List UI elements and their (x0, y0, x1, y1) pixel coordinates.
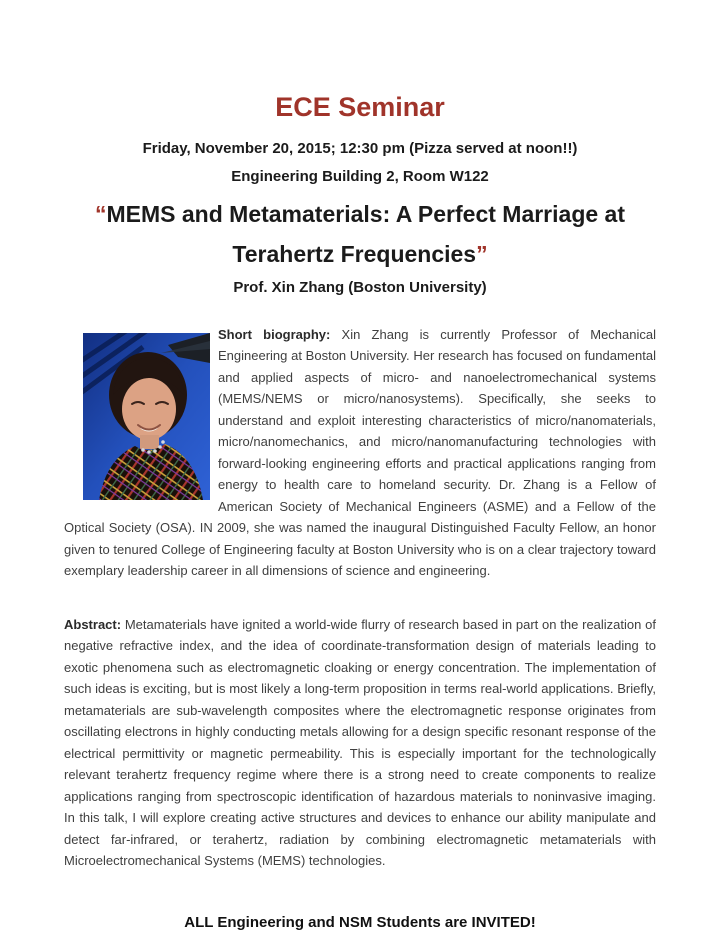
page-title: ECE Seminar (275, 92, 445, 122)
invitation-line: ALL Engineering and NSM Students are INVITED! (184, 913, 536, 931)
biography-label: Short biography: (218, 326, 331, 342)
talk-title-line1 (64, 194, 656, 234)
speaker-line: Prof. Xin Zhang (Boston University) (233, 279, 487, 297)
photo-neck (140, 435, 159, 449)
open-quote: “ (94, 201, 107, 228)
talk-title-text2: Terahertz Frequencies (232, 241, 477, 268)
location-line: Engineering Building 2, Room W122 (231, 167, 489, 185)
abstract-label: Abstract: (64, 616, 122, 632)
talk-title-line2 (64, 234, 656, 274)
talk-title (64, 194, 656, 274)
biography-paragraph (64, 324, 656, 582)
biography-text: Xin Zhang is currently Professor of Mechanical Engineering at Boston University. Her research has focused on fundamental and applied aspects of micro- and nanoelectromechanical systems (MEMS/NEMS or micro/nanosystems). Specifically, she seeks to understand and exploit interesting characteristics of micro/nanomaterials, micro/nanomechanics, and micro/nanomanufacturing technologies with forward-looking engineering efforts and practical applications ranging from energy to health care to homeland security. Dr. Zhang is a Fellow of American Society of Mechanical Engineers (ASME) and a Fellow of the Optical Society (OSA). IN 2009, she was named the inaugural Distinguished Faculty Fellow, an honor given to tenured College of Engineering faculty at Boston University who is on a clear trajectory toward exemplary leadership career in all dimensions of science and engineering. (64, 326, 656, 579)
abstract-text: Metamaterials have ignited a world-wide flurry of research based in part on the realization of negative refractive index, and the idea of coordinate-transformation design of materials leading to exotic phenomena such as electromagnetic cloaking or energy concentration. The implementation of such ideas is exciting, but is most likely a long-term proposition in terms real-world applications. Briefly, metamaterials are sub-wavelength composites where the electromagnetic response originates from oscillating electrons in highly conducting metals allowing for a design specific resonant response of the electrical permittivity or magnetic permeability. This is especially important for the technologically relevant terahertz frequency regime where there is a strong need to create components to realize applications ranging from spectroscopic identification of hazardous materials to noninvasive imaging. In this talk, I will explore creating active structures and devices to enhance our ability manipulate and detect far-infrared, or terahertz, radiation by combining electromagnetic metamaterials with Microelectromechanical Systems (MEMS) technologies. (64, 616, 656, 869)
datetime-line: Friday, November 20, 2015; 12:30 pm (Pizza served at noon!!) (142, 140, 578, 158)
speaker-photo (83, 333, 210, 500)
abstract-paragraph (64, 614, 656, 872)
close-quote: ” (476, 241, 488, 268)
talk-title-text1: MEMS and Metamaterials: A Perfect Marriage at (106, 201, 625, 228)
